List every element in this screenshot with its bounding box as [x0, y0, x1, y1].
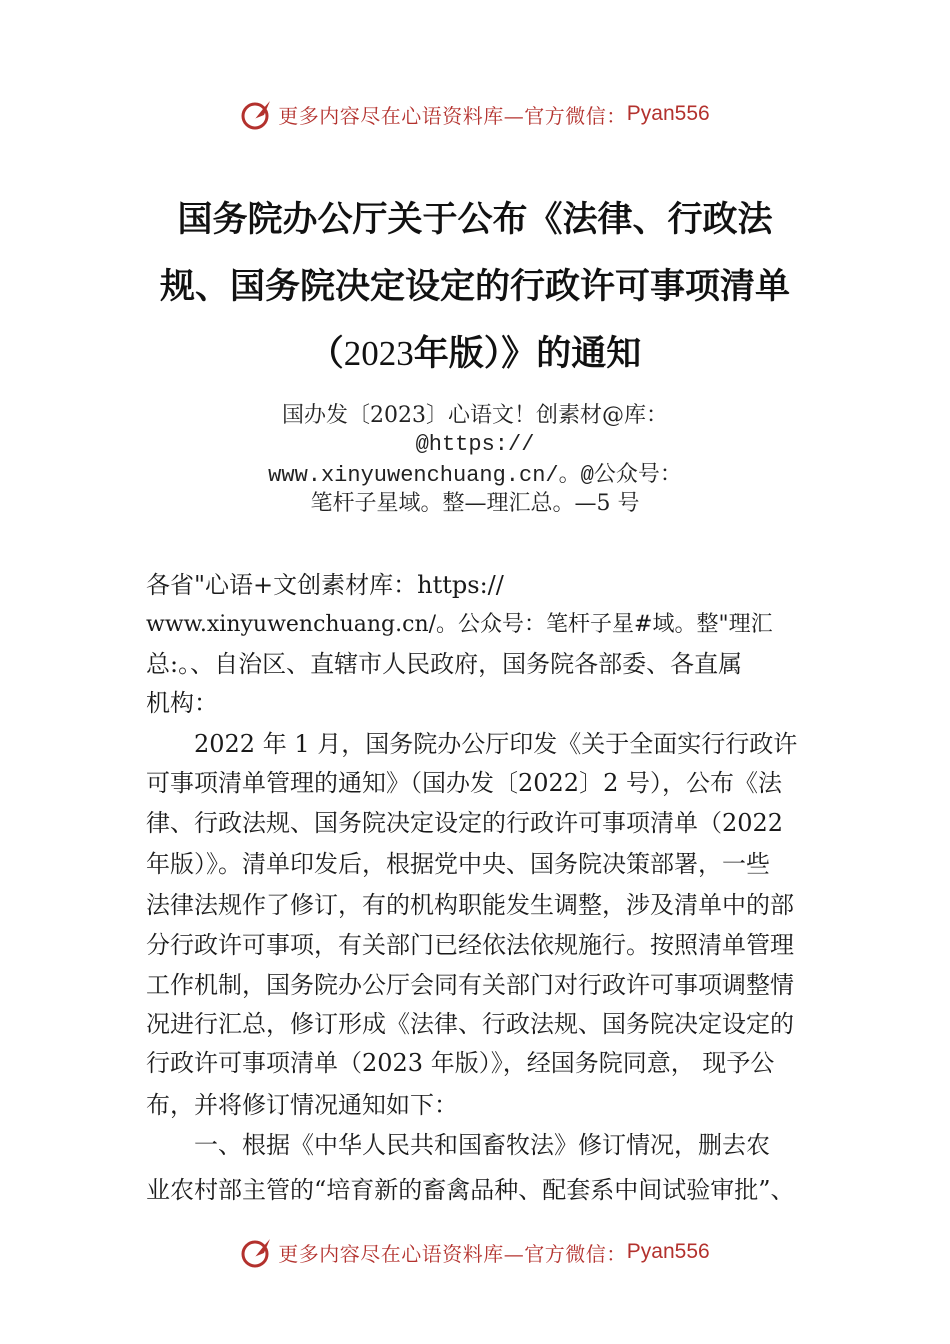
doc-number-line-3: www.xinyuwenchuang.cn/。@公众号： [268, 463, 682, 488]
quill-logo-icon [240, 97, 274, 131]
body-line: 可事项清单管理的通知》（国办发〔2022〕2 号），公布《法 [146, 769, 782, 797]
body-line: 分行政许可事项，有关部门已经依法依规施行。按照清单管理 [146, 931, 794, 959]
title-open-paren: （ [308, 333, 344, 374]
body-line: 机构： [146, 689, 218, 717]
quill-logo-icon [240, 1235, 274, 1269]
title-tail: 年版）》的通知 [413, 333, 642, 374]
body-line: 布，并将修订情况通知如下： [146, 1091, 458, 1119]
banner-wechat-id: Pyan556 [626, 1240, 710, 1263]
body-line: 工作机制，国务院办公厅会同有关部门对行政许可事项调整情 [146, 971, 794, 999]
doc-title-line-3 [100, 334, 850, 374]
doc-title-line-1: 国务院办公厅关于公布《法律、行政法 [177, 199, 773, 240]
body-line: 年版）》。清单印发后，根据党中央、国务院决策部署，一些 [146, 850, 770, 878]
body-line: 法律法规作了修订，有的机构职能发生调整，涉及清单中的部 [146, 891, 794, 919]
doc-number-line-4: 笔杆子星域。整—理汇总。—5 号 [310, 491, 640, 516]
watermark-banner-top [0, 94, 950, 134]
body-line: 业农村部主管的“培育新的畜禽品种、配套系中间试验审批”、 [146, 1176, 795, 1204]
body-line: 况进行汇总，修订形成《法律、行政法规、国务院决定设定的 [146, 1010, 794, 1038]
banner-text: 更多内容尽在心语资料库—官方微信： [278, 103, 627, 128]
watermark-banner-bottom [0, 1232, 950, 1272]
banner-wechat-id: Pyan556 [626, 102, 710, 125]
body-line: 一、根据《中华人民共和国畜牧法》修订情况，删去农 [194, 1131, 770, 1159]
doc-number-line-2: @https:// [415, 432, 535, 457]
doc-title-line-2: 规、国务院决定设定的行政许可事项清单 [159, 266, 790, 307]
body-line: 2022 年 1 月，国务院办公厅印发《关于全面实行行政许 [194, 730, 798, 758]
body-line: 律、行政法规、国务院决定设定的行政许可事项清单（2022 [146, 809, 784, 837]
title-year: 2023 [343, 334, 414, 373]
body-line: 行政许可事项清单（2023 年版）》，经国务院同意， 现予公 [146, 1049, 775, 1077]
banner-text: 更多内容尽在心语资料库—官方微信： [278, 1241, 627, 1266]
doc-number-line-1: 国办发〔2023〕心语文！创素材@库： [282, 403, 668, 428]
body-line: 各省"心语+文创素材库：https:// [146, 571, 504, 599]
body-line: 总:。、自治区、直辖市人民政府，国务院各部委、各直属 [146, 650, 743, 678]
body-line: www.xinyuwenchuang.cn/。公众号：笔杆子星#域。整"理汇 [146, 612, 773, 637]
